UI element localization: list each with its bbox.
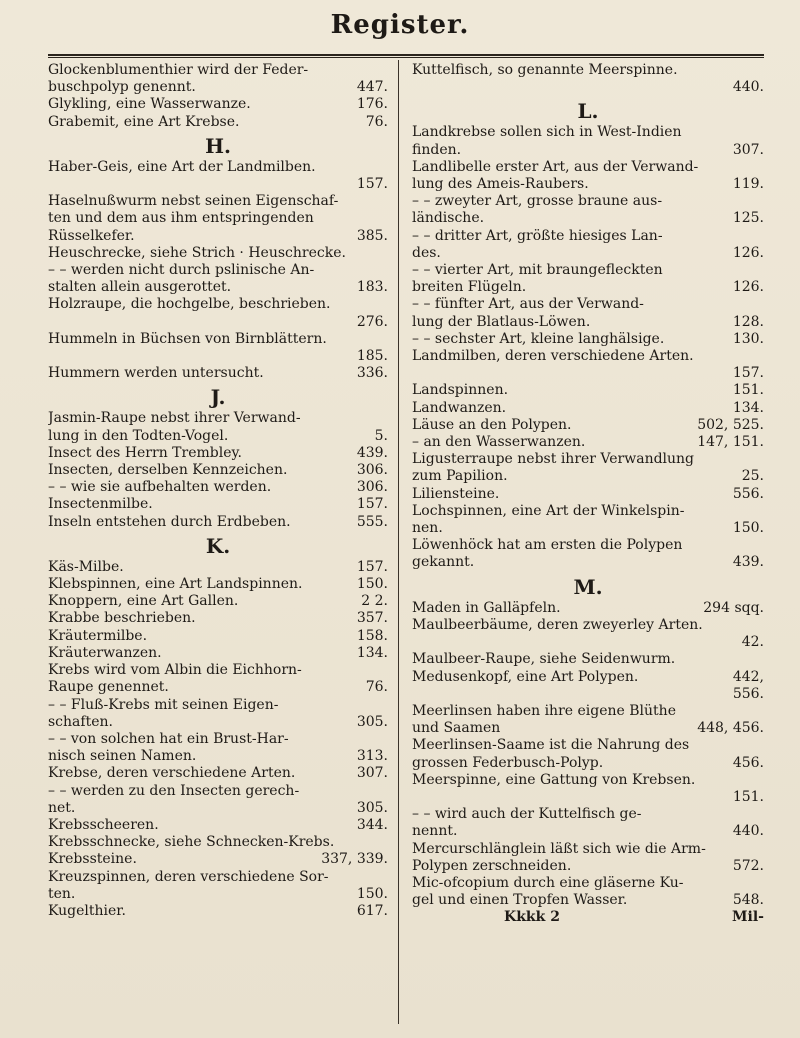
entry-text: – – wird auch der Kuttelfisch ge- <box>412 806 642 823</box>
index-entry <box>48 296 388 313</box>
entry-text: Meerlinsen-Saame ist die Nahrung des <box>412 737 690 754</box>
entry-text: – an den Wasserwanzen. <box>412 434 586 451</box>
entry-text: Grabemit, eine Art Krebse. <box>48 113 240 130</box>
index-entry <box>412 520 764 537</box>
section-letter: L. <box>577 99 599 124</box>
page-number: 134. <box>732 399 764 416</box>
index-entry <box>48 886 388 903</box>
index-entry <box>412 686 764 703</box>
entry-text: Insectenmilbe. <box>48 496 153 513</box>
page-number: 126. <box>732 244 764 261</box>
section-letter: H. <box>205 133 231 158</box>
entry-text: Krabbe beschrieben. <box>48 610 196 627</box>
entry-text: Krebsschnecke, siehe Schnecken-Krebs. <box>48 834 335 851</box>
index-entry <box>412 554 764 571</box>
page-number: 150. <box>732 520 764 537</box>
entry-text: breiten Flügeln. <box>412 279 527 296</box>
index-entry <box>48 348 388 365</box>
index-entry <box>412 193 764 210</box>
page-number: 130. <box>732 330 764 347</box>
entry-text: finden. <box>412 141 462 158</box>
index-entry <box>412 503 764 520</box>
page-number: 25. <box>741 468 764 485</box>
entry-text: buschpolyp genennt. <box>48 79 196 96</box>
index-entry <box>48 869 388 886</box>
page-number: 157. <box>732 365 764 382</box>
section-letter: J. <box>210 385 226 410</box>
entry-text: Glykling, eine Wasserwanze. <box>48 96 251 113</box>
index-entry <box>412 417 764 434</box>
index-entry <box>48 96 388 113</box>
page-number: 2 2. <box>361 593 388 610</box>
page-number: 448, 456. <box>697 720 764 737</box>
entry-text: – – von solchen hat ein Brust-Har- <box>48 730 289 747</box>
page-number: 157. <box>356 496 388 513</box>
index-entry <box>412 737 764 754</box>
entry-text: Maden in Galläpfeln. <box>412 599 561 616</box>
section-letter: M. <box>573 574 603 599</box>
entry-text: Maulbeerbäume, deren zweyerley Arten. <box>412 616 703 633</box>
index-entry <box>48 365 388 382</box>
page-number: 313. <box>356 748 388 765</box>
page-number: 502, 525. <box>697 416 764 433</box>
index-entry <box>48 783 388 800</box>
page-number: 151. <box>732 382 764 399</box>
index-entry <box>48 817 388 834</box>
entry-text: – – wie sie aufbehalten werden. <box>48 479 272 496</box>
page-number: 307. <box>356 765 388 782</box>
index-entry <box>412 331 764 348</box>
index-entry <box>412 245 764 262</box>
entry-text: Klebspinnen, eine Art Landspinnen. <box>48 576 303 593</box>
page-number: 337, 339. <box>321 851 388 868</box>
page-number: 439. <box>356 444 388 461</box>
page-number: 555. <box>356 513 388 530</box>
page-number: 176. <box>356 96 388 113</box>
page-number: 440. <box>732 79 764 96</box>
index-entry <box>48 159 388 176</box>
entry-text: Krebse, deren verschiedene Arten. <box>48 765 296 782</box>
index-entry <box>412 142 764 159</box>
page-number: 183. <box>356 279 388 296</box>
entry-text: Mic-ofcopium durch eine gläserne Ku- <box>412 874 684 891</box>
entry-text: Landmilben, deren verschiedene Arten. <box>412 348 694 365</box>
entry-text: ländische. <box>412 210 485 227</box>
page-number: 305. <box>356 713 388 730</box>
page-number: 456. <box>732 754 764 771</box>
entry-text: Lochspinnen, eine Art der Winkelspin- <box>412 502 685 519</box>
index-entry <box>412 382 764 399</box>
page-number: 42. <box>741 634 764 651</box>
entry-text: Glockenblumenthier wird der Feder- <box>48 62 309 78</box>
index-entry <box>48 62 388 79</box>
section-letter: K. <box>205 533 231 558</box>
index-entry <box>412 755 764 772</box>
page-number: 134. <box>356 644 388 661</box>
entry-text: Läuse an den Polypen. <box>412 416 572 433</box>
entry-text: Liliensteine. <box>412 485 500 502</box>
index-entry <box>48 428 388 445</box>
index-entry <box>412 314 764 331</box>
page-number: 617. <box>356 902 388 919</box>
index-entry <box>48 410 388 427</box>
entry-text: Hummern werden untersucht. <box>48 365 264 382</box>
entry-text: Maulbeer-Raupe, siehe Seidenwurm. <box>412 651 676 668</box>
index-entry <box>412 124 764 141</box>
entry-text: – – werden zu den Insecten gerech- <box>48 782 300 799</box>
entry-text: nisch seinen Namen. <box>48 748 197 765</box>
entry-text: des. <box>412 244 441 261</box>
index-entry <box>412 176 764 193</box>
entry-text: – – dritter Art, größte hiesiges Lan- <box>412 227 663 244</box>
entry-text: ten. <box>48 885 76 902</box>
page-number: 548. <box>732 892 764 909</box>
entry-text: Kkkk 2 <box>504 909 560 926</box>
index-entry <box>412 262 764 279</box>
index-entry <box>412 400 764 417</box>
entry-text: Landspinnen. <box>412 382 509 399</box>
index-entry <box>48 576 388 593</box>
index-entry <box>412 651 764 668</box>
page-number: 150. <box>356 885 388 902</box>
right-column <box>412 62 764 927</box>
entry-text: Inseln entstehen durch Erdbeben. <box>48 513 291 530</box>
page-number: 185. <box>356 348 388 365</box>
entry-text: Meerlinsen haben ihre eigene Blüthe <box>412 702 676 719</box>
index-entry <box>412 210 764 227</box>
entry-text: Medusenkopf, eine Art Polypen. <box>412 668 639 685</box>
index-entry <box>48 228 388 245</box>
entry-text: Löwenhöck hat am ersten die Polypen <box>412 537 683 554</box>
page-number: 556. <box>732 685 764 702</box>
entry-text: – – zweyter Art, grosse braune aus- <box>412 193 663 210</box>
entry-text: Käs-Milbe. <box>48 558 124 575</box>
entry-text: und Saamen <box>412 720 501 737</box>
index-entry <box>48 176 388 193</box>
index-entry <box>48 765 388 782</box>
entry-text: lung des Ameis-Raubers. <box>412 176 589 193</box>
page-number: 357. <box>356 610 388 627</box>
index-entry <box>412 434 764 451</box>
index-entry <box>412 537 764 554</box>
index-entry <box>48 514 388 531</box>
entry-text: Meerspinne, eine Gattung von Krebsen. <box>412 771 696 788</box>
entry-text: gel und einen Tropfen Wasser. <box>412 892 628 909</box>
entry-text: – – werden nicht durch pslinische An- <box>48 262 315 279</box>
entry-text: Krebsscheeren. <box>48 816 159 833</box>
index-entry <box>48 479 388 496</box>
index-entry <box>48 114 388 131</box>
page-number: 572. <box>732 857 764 874</box>
entry-text: Insecten, derselben Kennzeichen. <box>48 462 288 479</box>
entry-text: Kuttelfisch, so genannte Meerspinne. <box>412 62 678 78</box>
entry-text: Landlibelle erster Art, aus der Verwand- <box>412 158 699 175</box>
entry-text: schaften. <box>48 713 113 730</box>
page-number: 447. <box>356 79 388 96</box>
entry-text: Knoppern, eine Art Gallen. <box>48 593 239 610</box>
page-number: 306. <box>356 479 388 496</box>
entry-text: Hummeln in Büchsen von Birnblättern. <box>48 330 327 347</box>
page-number: 147, 151. <box>697 434 764 451</box>
index-entry <box>48 679 388 696</box>
index-entry <box>412 875 764 892</box>
page-number: 336. <box>356 365 388 382</box>
index-entry <box>48 748 388 765</box>
entry-text: Landkrebse sollen sich in West-Indien <box>412 124 682 141</box>
entry-text: Krebs wird vom Albin die Eichhorn- <box>48 662 302 679</box>
entry-text: Heuschrecke, siehe Strich · Heuschrecke. <box>48 244 346 261</box>
index-entry <box>412 669 764 686</box>
index-entry <box>412 365 764 382</box>
page-header: Register. <box>330 10 470 40</box>
index-entry <box>412 451 764 468</box>
index-entry <box>412 720 764 737</box>
index-entry <box>412 486 764 503</box>
page-number: 344. <box>356 816 388 833</box>
index-entry <box>412 617 764 634</box>
index-entry <box>48 462 388 479</box>
entry-text: Rüsselkefer. <box>48 227 135 244</box>
page-number: 294 sqq. <box>703 599 764 616</box>
entry-text: Polypen zerschneiden. <box>412 857 572 874</box>
page-number: 385. <box>356 227 388 244</box>
index-entry <box>412 823 764 840</box>
entry-text: Haber-Geis, eine Art der Landmilben. <box>48 158 316 175</box>
entry-text: stalten allein ausgerottet. <box>48 279 232 296</box>
entry-text: nen. <box>412 520 443 537</box>
entry-text: ten und dem aus ihm entspringenden <box>48 210 314 227</box>
entry-text: Kreuzspinnen, deren verschiedene Sor- <box>48 868 329 885</box>
entry-text: net. <box>48 799 76 816</box>
index-entry <box>48 79 388 96</box>
page-number: 307. <box>732 141 764 158</box>
index-entry <box>48 714 388 731</box>
index-entry <box>48 662 388 679</box>
entry-text: Haselnußwurm nebst seinen Eigenschaf- <box>48 193 339 210</box>
index-entry <box>412 279 764 296</box>
page-number: 306. <box>356 462 388 479</box>
index-entry <box>48 193 388 210</box>
page-number: 158. <box>356 627 388 644</box>
index-entry <box>48 697 388 714</box>
index-entry <box>412 159 764 176</box>
index-entry <box>48 851 388 868</box>
index-entry <box>48 800 388 817</box>
entry-text: lung in den Todten-Vogel. <box>48 427 229 444</box>
entry-text: Kräuterwanzen. <box>48 644 162 661</box>
index-entry <box>48 279 388 296</box>
index-entry <box>412 600 764 617</box>
index-entry <box>48 445 388 462</box>
page-number: 440. <box>732 823 764 840</box>
index-entry <box>412 296 764 313</box>
index-entry <box>412 909 764 926</box>
index-entry <box>48 903 388 920</box>
index-entry <box>412 858 764 875</box>
entry-text: – – Fluß-Krebs mit seinen Eigen- <box>48 696 279 713</box>
entry-text: Mercurschlänglein läßt sich wie die Arm- <box>412 840 706 857</box>
page-number: 119. <box>732 176 764 193</box>
page-number: 442, <box>732 668 764 685</box>
page-number: 150. <box>356 576 388 593</box>
index-entry <box>412 892 764 909</box>
entry-text: – – vierter Art, mit braungefleckten <box>412 262 663 279</box>
entry-text: Krebssteine. <box>48 851 137 868</box>
index-entry <box>412 468 764 485</box>
page-number: 126. <box>732 279 764 296</box>
page-number: 151. <box>732 788 764 805</box>
page-number: 76. <box>365 679 388 696</box>
page-number: 157. <box>356 176 388 193</box>
page-number: 128. <box>732 313 764 330</box>
entry-text: – – sechster Art, kleine langhälsige. <box>412 330 665 347</box>
index-entry <box>412 348 764 365</box>
index-entry <box>412 79 764 96</box>
index-entry <box>412 228 764 245</box>
index-entry <box>48 610 388 627</box>
index-entry <box>412 806 764 823</box>
page-number: Mil- <box>732 909 764 926</box>
page-number: 76. <box>365 113 388 130</box>
index-entry <box>412 772 764 789</box>
index-entry <box>48 834 388 851</box>
page-number: 439. <box>732 554 764 571</box>
index-entry <box>412 62 764 79</box>
left-column <box>48 62 388 920</box>
entry-text: Ligusterraupe nebst ihrer Verwandlung <box>412 451 695 468</box>
index-entry <box>48 331 388 348</box>
index-entry <box>48 628 388 645</box>
page-number: 556. <box>732 485 764 502</box>
page-number: 276. <box>356 313 388 330</box>
entry-text: grossen Federbusch-Polyp. <box>412 754 604 771</box>
entry-text: Kugelthier. <box>48 902 126 919</box>
header-rule-thin <box>48 57 764 58</box>
entry-text: zum Papilion. <box>412 468 508 485</box>
header-rule <box>48 54 764 56</box>
column-divider <box>398 60 399 1024</box>
page-number: 125. <box>732 210 764 227</box>
page-number: 157. <box>356 558 388 575</box>
index-entry <box>48 496 388 513</box>
entry-text: Holzraupe, die hochgelbe, beschrieben. <box>48 296 331 313</box>
index-entry <box>412 841 764 858</box>
entry-text: gekannt. <box>412 554 475 571</box>
page-number: 305. <box>356 799 388 816</box>
entry-text: Kräutermilbe. <box>48 627 148 644</box>
entry-text: nennt. <box>412 823 458 840</box>
page-number: 5. <box>374 427 388 444</box>
entry-text: lung der Blatlaus-Löwen. <box>412 313 591 330</box>
index-entry <box>48 593 388 610</box>
entry-text: Landwanzen. <box>412 399 507 416</box>
index-entry <box>48 731 388 748</box>
index-entry <box>48 645 388 662</box>
index-entry <box>48 245 388 262</box>
entry-text: Raupe genennet. <box>48 679 169 696</box>
entry-text: Insect des Herrn Trembley. <box>48 444 242 461</box>
index-entry <box>48 210 388 227</box>
index-entry <box>412 634 764 651</box>
entry-text: – – fünfter Art, aus der Verwand- <box>412 296 644 313</box>
index-entry <box>412 789 764 806</box>
index-entry <box>412 703 764 720</box>
index-entry <box>48 559 388 576</box>
entry-text: Jasmin-Raupe nebst ihrer Verwand- <box>48 410 301 427</box>
index-entry <box>48 262 388 279</box>
index-entry <box>48 314 388 331</box>
